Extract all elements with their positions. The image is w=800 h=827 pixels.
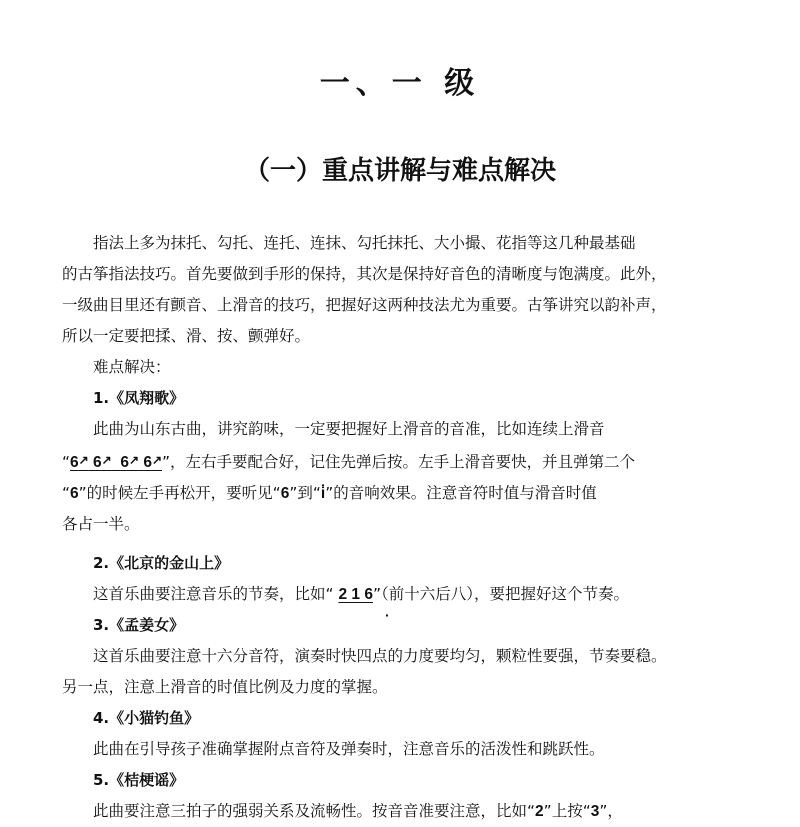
difficulty-label: 难点解决：	[93, 358, 171, 376]
text-run: ”的音响效果。注意音符时值与滑音时值	[325, 484, 597, 502]
text-run: 这首乐曲要注意音乐的节奏，比如“	[93, 585, 339, 603]
note: 6	[143, 454, 152, 471]
text-run: ”到“	[289, 484, 321, 502]
intro-line: 一级曲目里还有颤音、上滑音的技巧，把握好这两种技法尤为重要。古筝讲究以韵补声，	[62, 296, 667, 314]
note: 6	[70, 454, 79, 471]
intro-line: 所以一定要把揉、滑、按、颤弹好。	[62, 327, 311, 345]
paragraph-line: 另一点，注意上滑音的时值比例及力度的掌握。	[62, 678, 388, 696]
paragraph-line: 此曲在引导孩子准确掌握附点音符及弹奏时，注意音乐的活泼性和跳跃性。	[93, 740, 605, 758]
text-run: ”上按“	[543, 802, 591, 820]
paragraph-line: 这首乐曲要注意十六分音符，演奏时快四点的力度要均匀，颗粒性要强，节奏要稳。	[93, 647, 667, 665]
slide-up-icon: ↗	[128, 453, 140, 467]
note: 2	[535, 803, 544, 820]
slide-up-icon: ↗	[101, 453, 112, 467]
body-text	[62, 228, 752, 827]
piece-heading: 2.《北京的金山上》	[93, 554, 230, 572]
slide-up-icon: ↗	[151, 453, 163, 467]
paragraph-line: 各占一半。	[62, 515, 140, 533]
section-title: （一）重点讲解与难点解决	[243, 156, 556, 186]
piece-heading: 3.《孟姜女》	[93, 616, 185, 634]
note: 6	[70, 485, 79, 502]
chapter-title: 一、一 级	[319, 66, 481, 101]
slide-notation	[70, 454, 162, 471]
note: 6	[280, 485, 290, 502]
paragraph-line	[62, 796, 752, 827]
paragraph-line: 此曲为山东古曲，讲究韵味，一定要把握好上滑音的音准，比如连续上滑音	[93, 420, 605, 438]
text-run: ”，	[599, 802, 623, 820]
intro-line: 的古筝指法技巧。首先要做到手形的保持，其次是保持好音色的清晰度与饱满度。此外，	[62, 265, 667, 283]
piece-heading: 5.《桔梗谣》	[93, 771, 185, 789]
paragraph-line	[62, 579, 752, 610]
slide-up-icon: ↗	[78, 453, 89, 467]
note-high: i̇	[320, 485, 326, 502]
paragraph-line	[62, 445, 752, 478]
note: 6	[120, 454, 129, 471]
intro-line: 指法上多为抹托、勾托、连托、连抹、勾托抹托、大小撮、花指等这几种最基础	[93, 234, 636, 252]
text-run: ”的时候左手再松开，要听见“	[78, 484, 281, 502]
piece-heading: 1.《凤翔歌》	[93, 389, 185, 407]
paragraph-line	[62, 478, 752, 509]
piece-heading: 4.《小猫钓鱼》	[93, 709, 200, 727]
text-run: ”，左右手要配合好，记住先弹后按。左手上滑音要快，并且弹第二个	[162, 453, 636, 471]
text-run: ”（前十六后八），要把握好这个节奏。	[372, 585, 629, 603]
rhythm-notation: 2 1 6 ·	[338, 586, 372, 603]
note: 3	[590, 803, 600, 820]
note: 6	[93, 454, 102, 471]
text-run: “	[62, 484, 71, 502]
text-run: 此曲要注意三拍子的强弱关系及流畅性。按音音准要注意，比如“	[93, 802, 536, 820]
quote-mark: “	[62, 453, 71, 471]
